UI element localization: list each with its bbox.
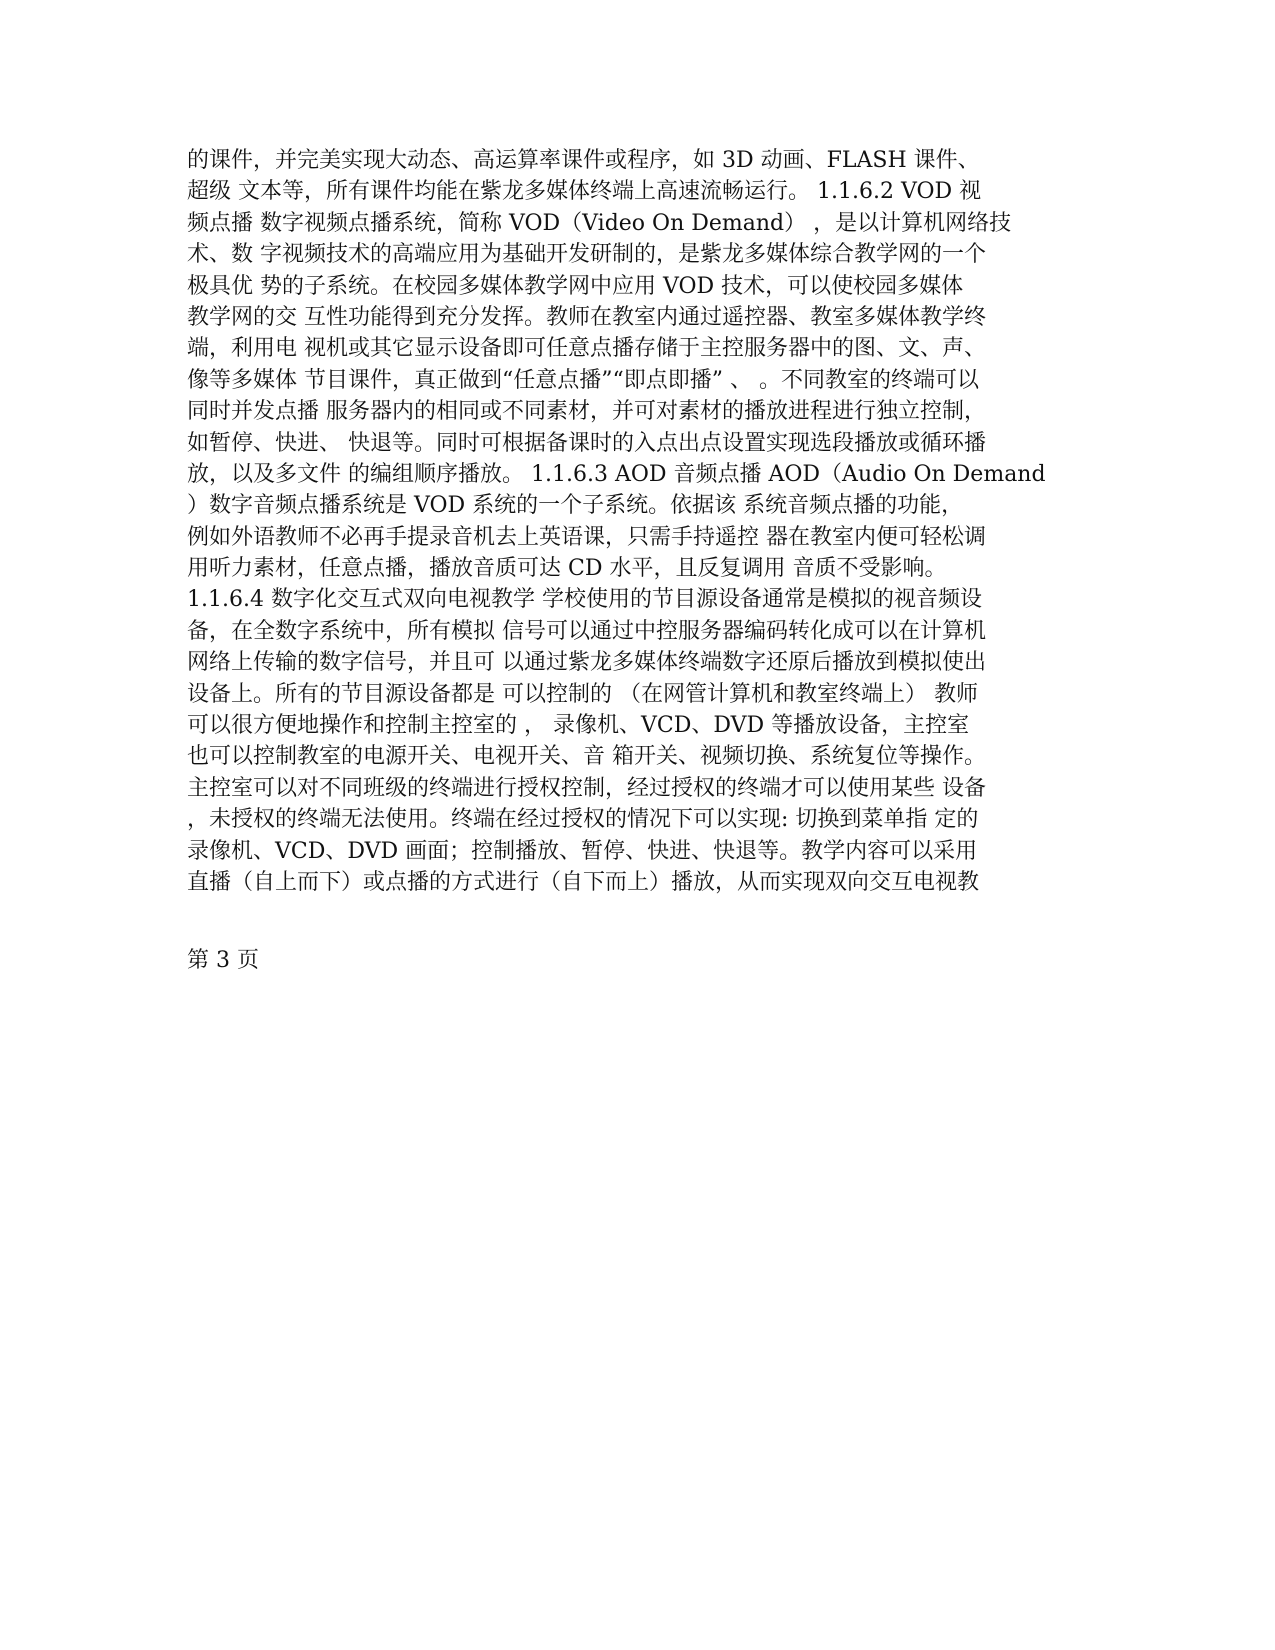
text-line: 用听力素材，任意点播，播放音质可达 CD 水平，且反复调用 音质不受影响。 — [187, 556, 947, 582]
text-line: 极具优 势的子系统。在校园多媒体教学网中应用 VOD 技术，可以使校园多媒体 — [187, 273, 964, 299]
text-line: 例如外语教师不必再手提录音机去上英语课，只需手持遥控 器在教室内便可轻松调 — [187, 524, 986, 550]
text-line: 同时并发点播 服务器内的相同或不同素材，并可对素材的播放进程进行独立控制， — [187, 399, 986, 425]
text-line: 端，利用电 视机或其它显示设备即可任意点播存储于主控服务器中的图、文、声、 — [187, 336, 986, 362]
text-line: 超级 文本等，所有课件均能在紫龙多媒体终端上高速流畅运行。 1.1.6.2 VOD 视 — [187, 179, 982, 205]
body-text — [187, 145, 1107, 898]
text-line: 放，以及多文件 的编组顺序播放。 1.1.6.3 AOD 音频点播 AOD（Audio On Demand — [187, 461, 1046, 487]
text-line: 网络上传输的数字信号，并且可 以通过紫龙多媒体终端数字还原后播放到模拟使出 — [187, 650, 986, 676]
text-line: 如暂停、快进、 快退等。同时可根据备课时的入点出点设置实现选段播放或循环播 — [187, 430, 986, 456]
text-line: ，未授权的终端无法使用。终端在经过授权的情况下可以实现: 切换到菜单指 定的 — [187, 807, 979, 833]
text-line: 录像机、VCD、DVD 画面；控制播放、暂停、快进、快退等。教学内容可以采用 — [187, 838, 978, 864]
text-line: 设备上。所有的节目源设备都是 可以控制的 （在网管计算机和教室终端上） 教师 — [187, 681, 978, 707]
text-line: 像等多媒体 节目课件，真正做到“任意点播”“即点即播” 、 。不同教室的终端可以 — [187, 367, 979, 393]
text-line: 直播（自上而下）或点播的方式进行（自下而上）播放，从而实现双向交互电视教 — [187, 869, 980, 895]
text-line: 教学网的交 互性功能得到充分发挥。教师在教室内通过遥控器、教室多媒体教学终 — [187, 304, 986, 330]
text-line: 术、数 字视频技术的高端应用为基础开发研制的，是紫龙多媒体综合教学网的一个 — [187, 242, 986, 268]
text-line: ）数字音频点播系统是 VOD 系统的一个子系统。依据该 系统音频点播的功能， — [187, 493, 964, 519]
text-line: 备，在全数字系统中，所有模拟 信号可以通过中控服务器编码转化成可以在计算机 — [187, 618, 986, 644]
text-line: 主控室可以对不同班级的终端进行授权控制，经过授权的终端才可以使用某些 设备 — [187, 775, 986, 801]
page-number: 第 3 页 — [187, 948, 259, 973]
text-line: 的课件，并完美实现大动态、高运算率课件或程序，如 3D 动画、FLASH 课件、 — [187, 148, 980, 173]
text-line: 频点播 数字视频点播系统，简称 VOD（Video On Demand） ，是以计算机网络技 — [187, 210, 1012, 236]
text-line: 可以很方便地操作和控制主控室的 ， 录像机、VCD、DVD 等播放设备，主控室 — [187, 713, 970, 739]
text-line: 1.1.6.4 数字化交互式双向电视教学 学校使用的节目源设备通常是模拟的视音频设 — [187, 587, 982, 613]
text-line: 也可以控制教室的电源开关、电视开关、音 箱开关、视频切换、系统复位等操作。 — [187, 744, 986, 770]
